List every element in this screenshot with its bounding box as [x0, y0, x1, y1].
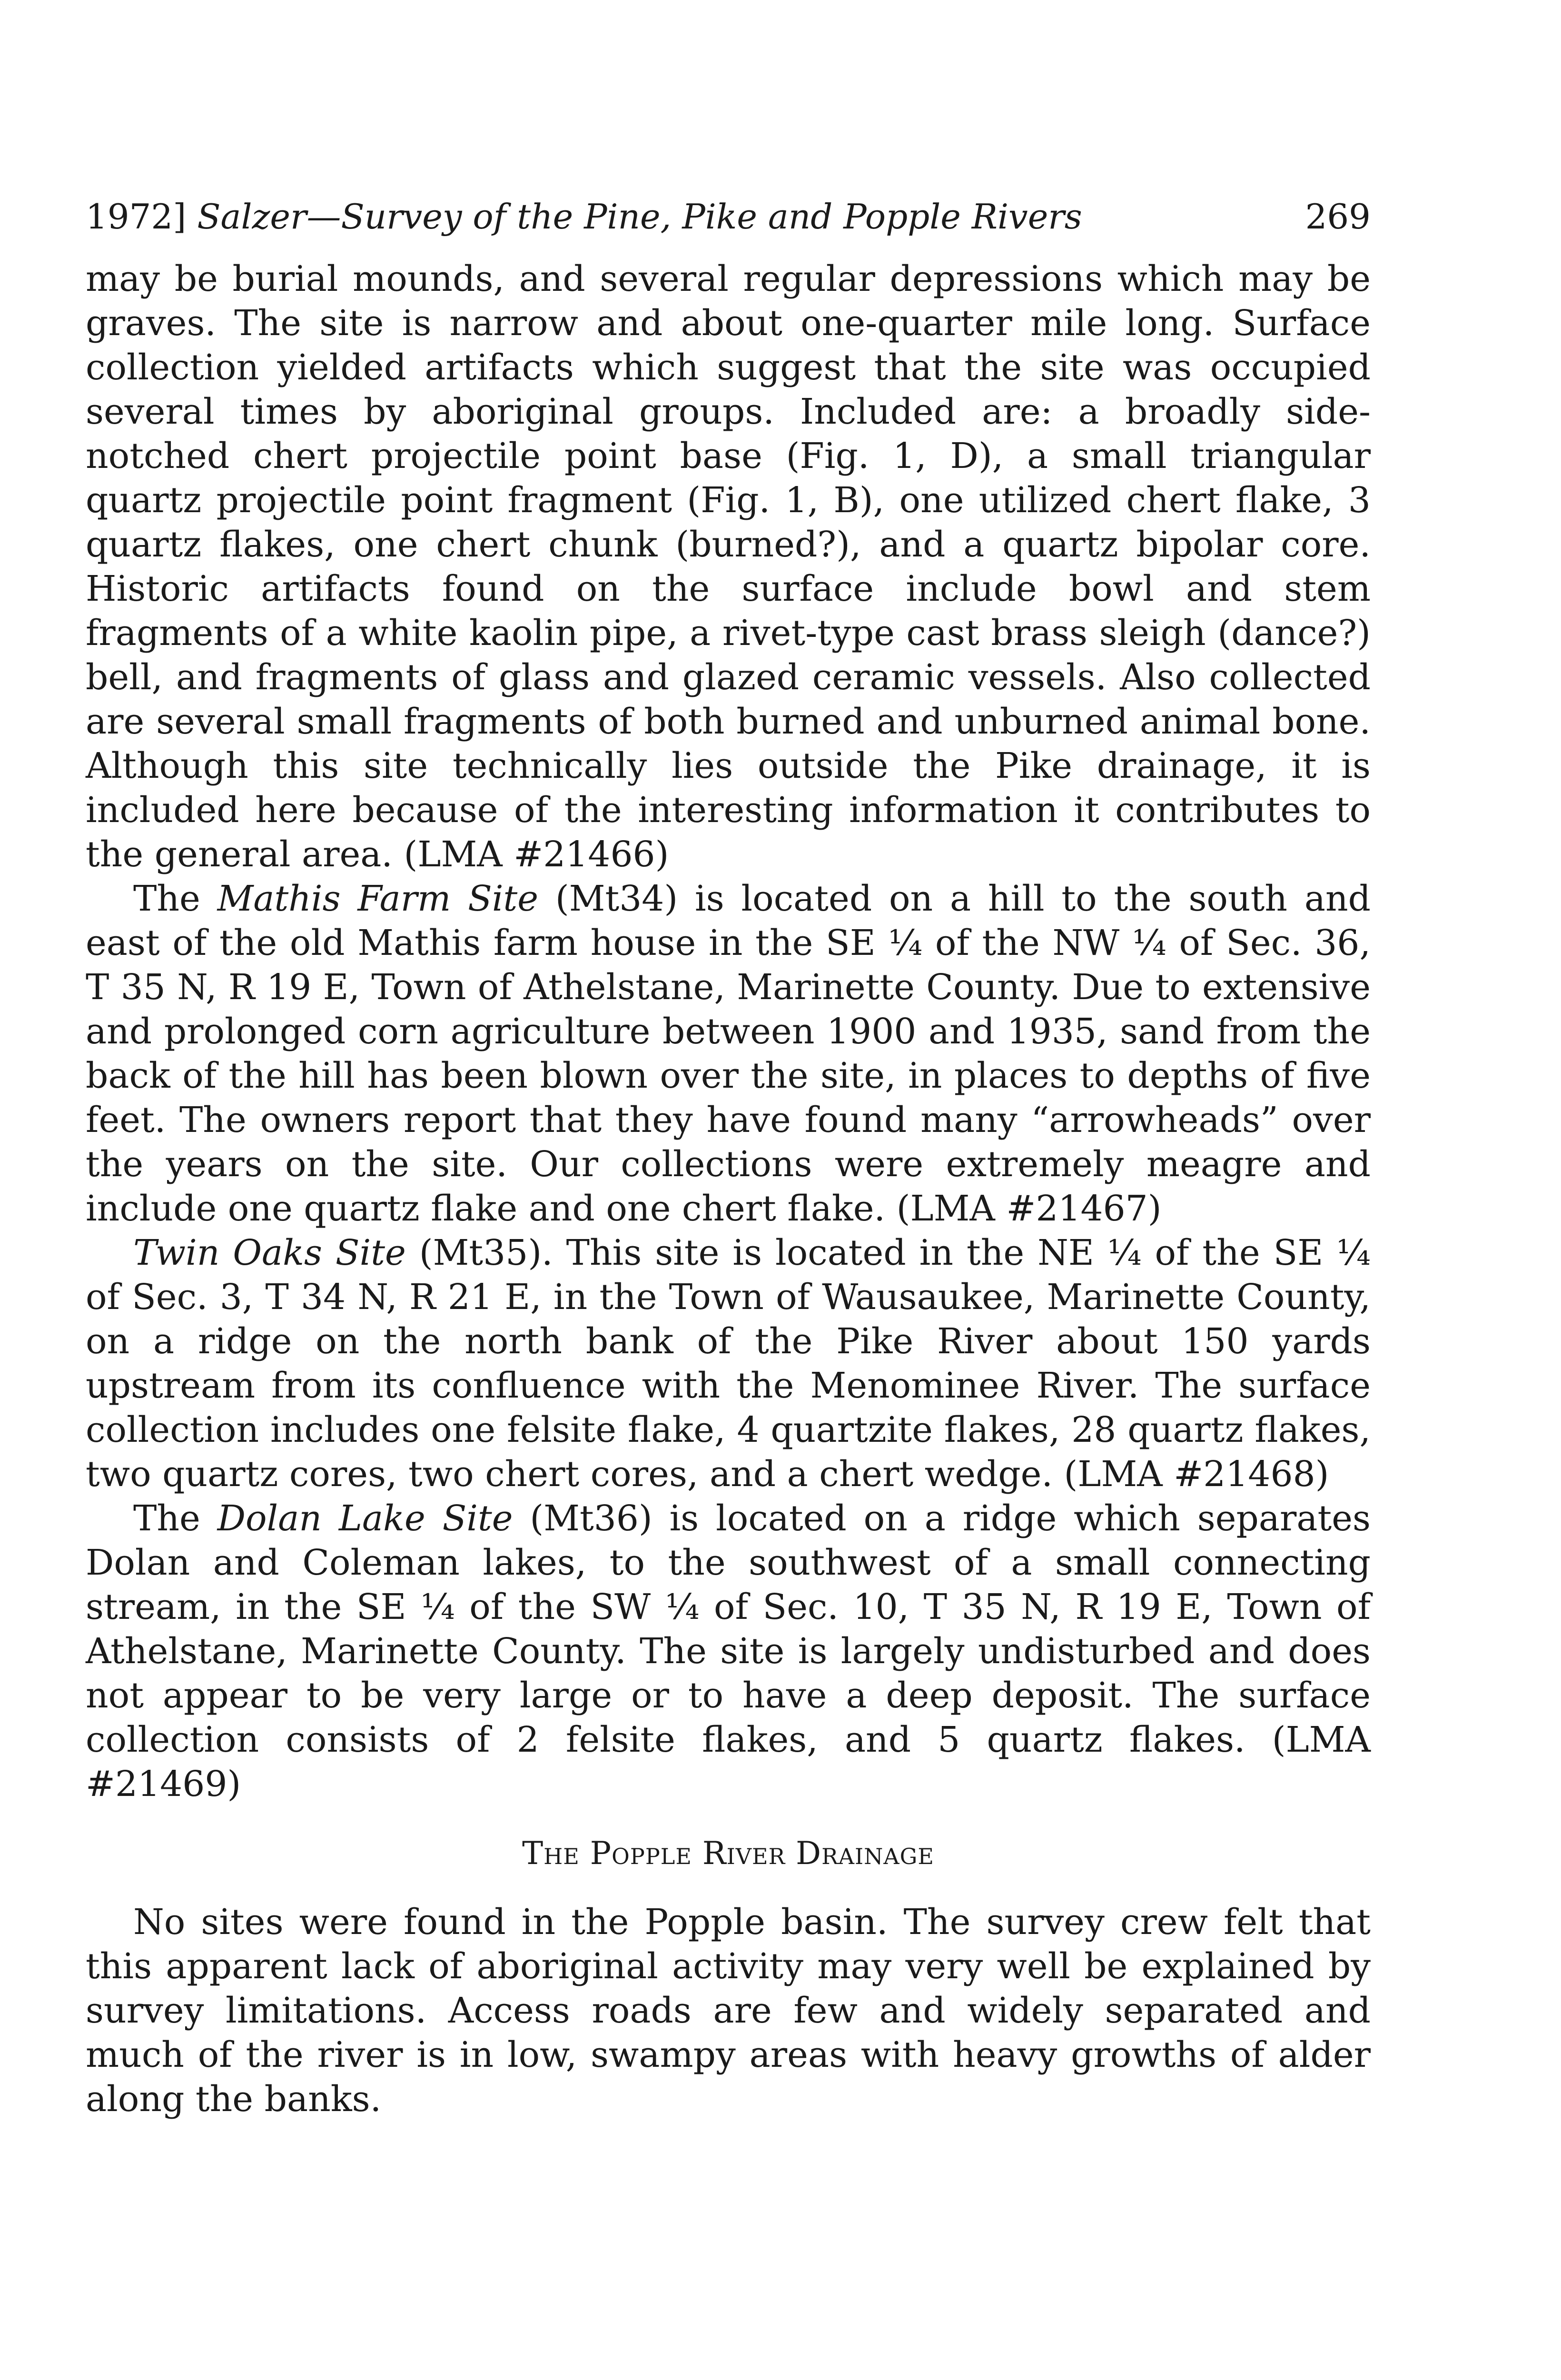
paragraph-mathis-farm [86, 877, 1371, 1231]
running-head [86, 190, 1371, 243]
paragraph-continued: may be burial mounds, and several regular depressions which may be graves. The site is narrow and about one-quarter mile long. Surface collection yielded artifacts which suggest that the site was occupied several times by aboriginal groups. Included are: a broadly side-notched chert projectile point base (Fig. 1, D), a small triangular quartz projectile point fragment (Fig. 1, B), one utilized chert flake, 3 quartz flakes, one chert chunk (burned?), and a quartz bipolar core. Historic artifacts found on the surface include bowl and stem fragments of a white kaolin pipe, a rivet-type cast brass sleigh (dance?) bell, and fragments of glass and glazed ceramic vessels. Also collected are several small fragments of both burned and unburned animal bone. Although this site technically lies outside the Pike drainage, it is included here because of the interesting information it contributes to the general area. (LMA #21466) [86, 258, 1371, 875]
paragraph-dolan-lake [86, 1497, 1371, 1806]
article-body [86, 257, 1371, 2122]
journal-page [86, 190, 1371, 2122]
page-number: 269 [1305, 197, 1371, 237]
paragraph-text: (Mt36) is located on a ridge which separates Dolan and Coleman lakes, to the southwest of a small connecting stream, in the SE ¼ of the SW ¼ of Sec. 10, T 35 N, R 19 E, Town of Athelstane, Marinette County. The site is largely undisturbed and does not appear to be very large or to have a deep deposit. The surface collection consists of 2 felsite flakes, and 5 quartz flakes. (LMA #21469) [86, 1498, 1371, 1805]
paragraph-text: (Mt35). This site is located in the NE ¼ of the SE ¼ of Sec. 3, T 34 N, R 21 E, in the Town of Wausaukee, Marinette County, on a ridge on the north bank of the Pike River about 150 yards upstream from its confluence with the Menominee River. The surface collection includes one felsite flake, 4 quartzite flakes, 28 quartz flakes, two quartz cores, two chert cores, and a chert wedge. (LMA #21468) [86, 1232, 1371, 1495]
paragraph-popple: No sites were found in the Popple basin. The survey crew felt that this apparent lack of aboriginal activity may very well be explained by survey limitations. Access roads are few and widely separated and much of the river is in low, swampy areas with heavy growths of alder along the banks. [86, 1902, 1371, 2120]
paragraph-lead: The [133, 1498, 217, 1539]
paragraph-lead: The [133, 878, 217, 919]
paragraph-twin-oaks [86, 1231, 1371, 1497]
header-title: Salzer—Survey of the Pine, Pike and Popple Rivers [197, 197, 1082, 237]
site-name-dolan-lake: Dolan Lake Site [217, 1498, 513, 1539]
site-name-mathis-farm: Mathis Farm Site [217, 878, 539, 919]
section-heading: The Popple River Drainage [522, 1835, 934, 1872]
site-name-twin-oaks: Twin Oaks Site [133, 1232, 406, 1273]
paragraph-text: (Mt34) is located on a hill to the south and east of the old Mathis farm house in the SE ¼ of the NW ¼ of Sec. 36, T 35 N, R 19 E, Town of Athelstane, Marinette County. Due to extensive and prolonged corn agriculture between 1900 and 1935, sand from the back of the hill has been blown over the site, in places to depths of five feet. The owners report that they have found many “arrowheads” over the years on the site. Our collections were extremely meagre and include one quartz flake and one chert flake. (LMA #21467) [86, 878, 1371, 1229]
header-year: 1972] [86, 197, 187, 237]
